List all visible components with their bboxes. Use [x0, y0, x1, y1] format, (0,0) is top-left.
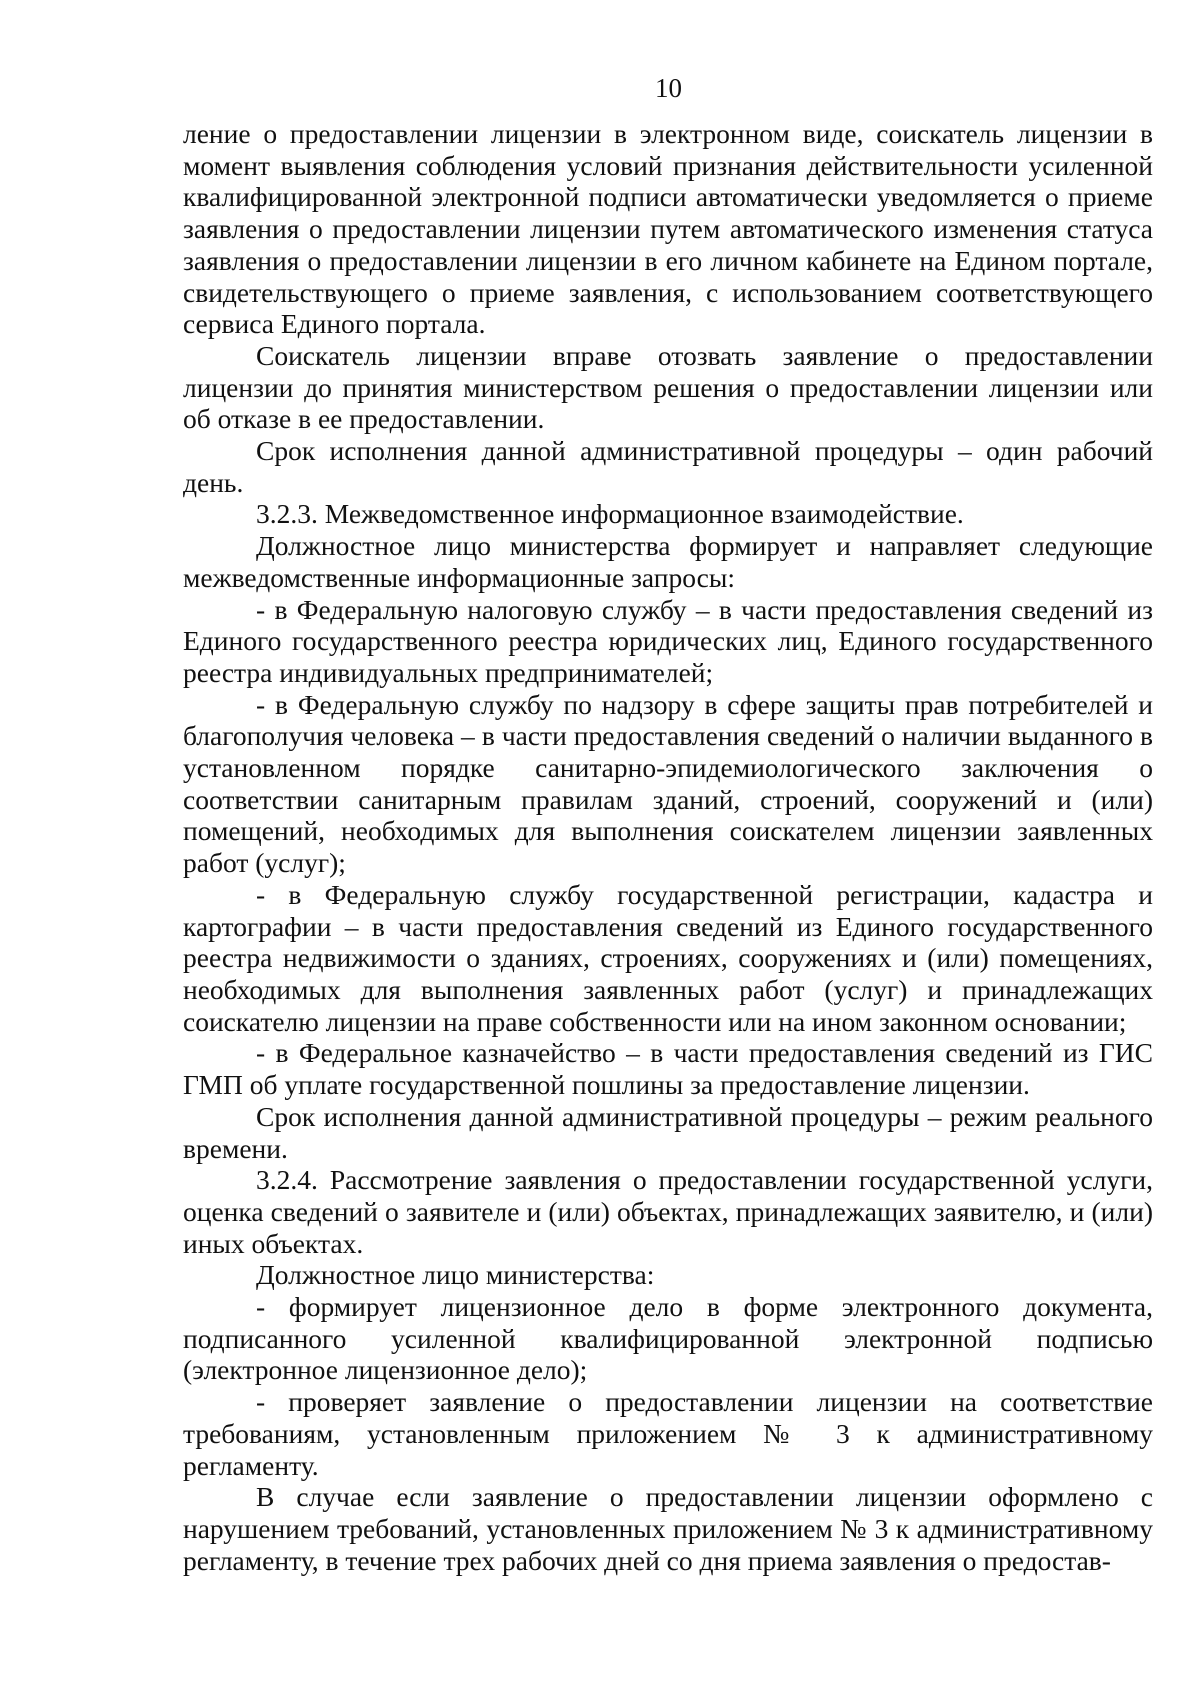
list-item-treasury: - в Федеральное казначейство – в части предоставления сведений из ГИС ГМП об уплате государственной пошлины за предоставление лицензии.	[183, 1037, 1153, 1101]
paragraph-withdraw-application: Соискатель лицензии вправе отозвать заявление о предоставлении лицензии до принятия министерством решения о предоставлении лицензии или об отказе в ее предоставлении.	[183, 339, 1153, 435]
section-heading-3-2-3: 3.2.3. Межведомственное информационное взаимодействие.	[256, 498, 964, 530]
list-item-registration-service: - в Федеральную службу государственной регистрации, кадастра и картографии – в части предоставления сведений из Единого государственного реестра недвижимости о зданиях, строениях, сооружениях и (или) помещениях, необходимых для выполнения заявленных работ (услуг) и принадлежащих соискателю лицензии на праве собственности или на ином законном основании;	[183, 878, 1153, 1037]
paragraph-violation-case: В случае если заявление о предоставлении лицензии оформлено с нарушением требований, установленных приложением № 3 к административному регламенту, в течение трех рабочих дней со дня приема заявления о предостав-	[183, 1481, 1153, 1576]
list-item-license-file: - формирует лицензионное дело в форме электронного документа, подписанного усиленной квалифицированной электронной подписью (электронное лицензионное дело);	[183, 1291, 1153, 1386]
document-body	[183, 118, 1153, 1576]
paragraph-procedure-term-2: Срок исполнения данной административной процедуры – режим реального времени.	[183, 1100, 1153, 1164]
list-item-consumer-protection: - в Федеральную службу по надзору в сфере защиты прав потребителей и благополучия человека – в части предоставления сведений о наличии выданного в установленном порядке санитарно-эпидемиологического заключения о соответствии санитарным правилам зданий, строений, сооружений и (или) помещений, необходимых для выполнения соискателем лицензии заявленных работ (услуг);	[183, 688, 1153, 879]
paragraph-procedure-term-1: Срок исполнения данной административной процедуры – один рабочий день.	[183, 435, 1153, 498]
section-heading-3-2-4: 3.2.4. Рассмотрение заявления о предоставлении государственной услуги, оценка сведений о заявителе и (или) объектах, принадлежащих заявителю, и (или) иных объектах.	[183, 1164, 1153, 1259]
list-item-check-application: - проверяет заявление о предоставлении лицензии на соответствие требованиям, установленным приложением № 3 к административному регламенту.	[183, 1386, 1153, 1481]
paragraph-interagency-requests: Должностное лицо министерства формирует и направляет следующие межведомственные информационные запросы:	[183, 530, 1153, 593]
paragraph-continuation: ление о предоставлении лицензии в электронном виде, соискатель лицензии в момент выявления соблюдения условий признания действительности усиленной квалифицированной электронной подписи автоматически уведомляется о приеме заявления о предоставлении лицензии путем автоматического изменения статуса заявления о предоставлении лицензии в его личном кабинете на Едином портале, свидетельствующего о приеме заявления, с использованием соответствующего сервиса Единого портала.	[183, 118, 1153, 340]
list-item-tax-service: - в Федеральную налоговую службу – в части предоставления сведений из Единого государственного реестра юридических лиц, Единого государственного реестра индивидуальных предпринимателей;	[183, 593, 1153, 688]
page-number: 10	[655, 73, 682, 103]
paragraph-official-duties: Должностное лицо министерства:	[256, 1259, 655, 1291]
